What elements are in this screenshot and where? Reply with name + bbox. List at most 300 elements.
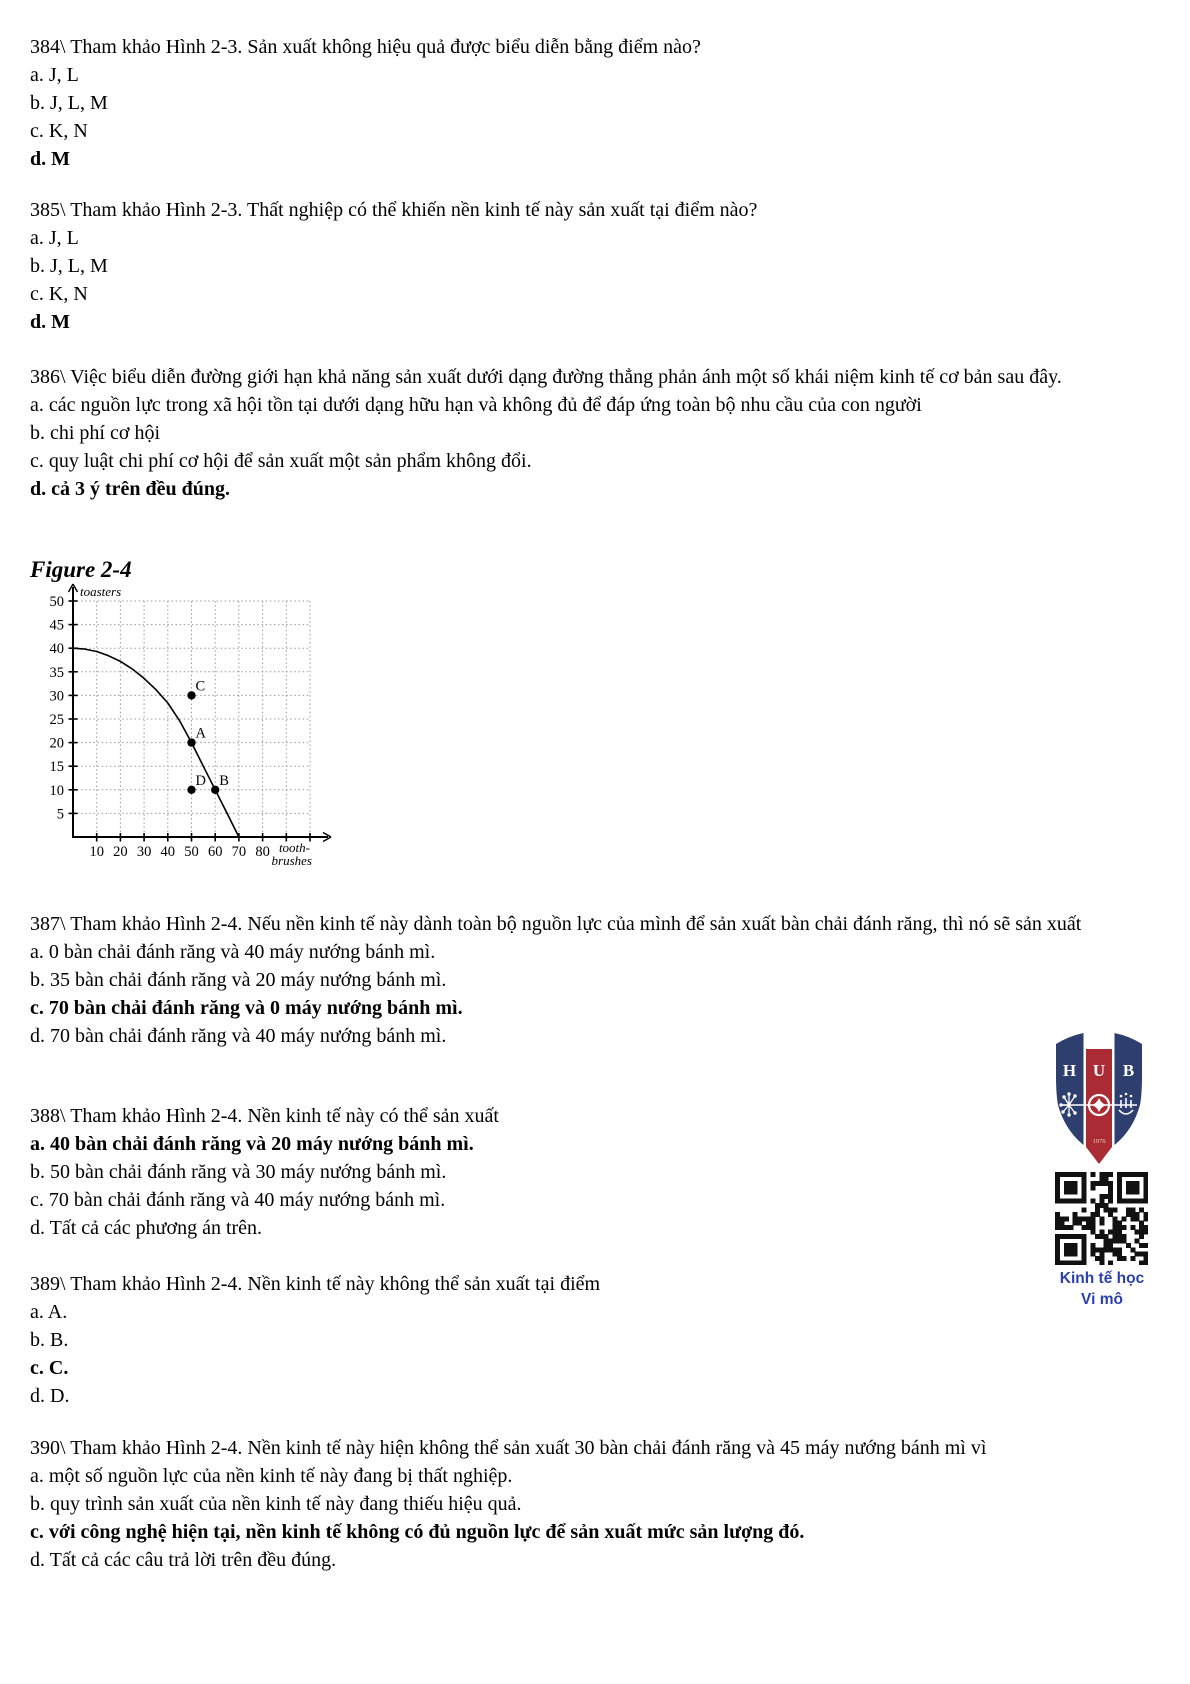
qr-caption	[1037, 1268, 1167, 1310]
qr-module	[1126, 1190, 1131, 1195]
y-tick-label: 15	[49, 759, 64, 776]
y-tick-label: 25	[49, 712, 64, 728]
y-tick-label: 35	[49, 664, 64, 681]
qr-module	[1144, 1261, 1148, 1265]
qr-module	[1073, 1234, 1078, 1239]
answer-option: b. J, L, M	[30, 92, 108, 114]
qr-module	[1095, 1256, 1100, 1261]
qr-module	[1108, 1212, 1113, 1217]
qr-module	[1130, 1181, 1135, 1186]
qr-caption-line1: Kinh tế học	[1059, 1270, 1145, 1287]
qr-module	[1055, 1199, 1060, 1204]
qr-module	[1082, 1216, 1087, 1221]
qr-module	[1064, 1216, 1069, 1221]
y-tick-label: 45	[49, 617, 64, 634]
qr-module	[1073, 1190, 1078, 1195]
qr-module	[1117, 1247, 1122, 1252]
qr-module	[1135, 1181, 1140, 1186]
answer-option: a. J, L	[30, 64, 79, 86]
data-point-label-A: A	[195, 725, 206, 742]
qr-module	[1135, 1172, 1140, 1177]
qr-module	[1108, 1238, 1113, 1243]
qr-module	[1108, 1199, 1113, 1204]
question-389	[30, 1270, 1168, 1410]
qr-module	[1059, 1172, 1064, 1177]
question-text: 384\ Tham khảo Hình 2-3. Sản xuất không hiệu quả được biểu diễn bằng điểm nào?	[30, 36, 701, 58]
qr-module	[1130, 1256, 1135, 1261]
qr-module	[1099, 1234, 1104, 1239]
qr-module	[1144, 1185, 1148, 1190]
qr-module	[1055, 1181, 1060, 1186]
answer-option: d. M	[30, 148, 70, 170]
qr-module	[1117, 1225, 1122, 1230]
x-tick-label: 70	[231, 844, 247, 860]
y-tick-label: 20	[49, 735, 64, 752]
qr-module	[1144, 1199, 1148, 1204]
qr-module	[1126, 1181, 1131, 1186]
qr-module	[1073, 1185, 1078, 1190]
qr-module	[1144, 1243, 1148, 1248]
qr-module	[1130, 1225, 1135, 1230]
qr-module	[1126, 1172, 1131, 1177]
logo-crown-dot	[1130, 1095, 1133, 1098]
qr-module	[1108, 1190, 1113, 1195]
qr-code-image	[1055, 1172, 1148, 1265]
qr-module	[1082, 1194, 1087, 1199]
qr-module	[1139, 1261, 1144, 1265]
qr-module	[1090, 1172, 1095, 1177]
question-text: 386\ Việc biểu diễn đường giới hạn khả năng sản xuất dưới dạng đường thẳng phản ánh một số khái niệm kinh tế cơ bản sau đây.	[30, 366, 1062, 388]
qr-module	[1064, 1190, 1069, 1195]
question-text: 390\ Tham khảo Hình 2-4. Nền kinh tế này hiện không thể sản xuất 30 bàn chải đánh răng và 45 máy nướng bánh mì vì	[30, 1437, 987, 1459]
qr-module	[1139, 1221, 1144, 1226]
answer-option: d. Tất cả các câu trả lời trên đều đúng.	[30, 1549, 337, 1571]
qr-module	[1104, 1194, 1109, 1199]
qr-module	[1090, 1247, 1095, 1252]
x-tick-label: 30	[136, 844, 152, 860]
qr-module	[1073, 1221, 1078, 1226]
qr-module	[1090, 1216, 1095, 1221]
answer-option: c. với công nghệ hiện tại, nền kinh tế không có đủ nguồn lực để sản xuất mức sản lượng đó.	[30, 1521, 805, 1543]
question-390	[30, 1434, 1168, 1574]
qr-module	[1068, 1234, 1073, 1239]
logo-network-node	[1061, 1110, 1064, 1113]
qr-module	[1055, 1216, 1060, 1221]
answer-option: d. cả 3 ý trên đều đúng.	[30, 478, 231, 500]
qr-module	[1064, 1247, 1069, 1252]
qr-module	[1104, 1172, 1109, 1177]
qr-module	[1099, 1261, 1104, 1265]
qr-module	[1082, 1238, 1087, 1243]
answer-option: b. chi phí cơ hội	[30, 422, 160, 444]
qr-module	[1064, 1234, 1069, 1239]
qr-module	[1055, 1256, 1060, 1261]
answer-option: d. M	[30, 311, 70, 333]
qr-module	[1135, 1230, 1140, 1235]
qr-module	[1055, 1234, 1060, 1239]
qr-module	[1121, 1225, 1126, 1230]
question-text: 389\ Tham khảo Hình 2-4. Nền kinh tế này không thể sản xuất tại điểm	[30, 1273, 601, 1295]
answer-option: c. K, N	[30, 283, 88, 305]
qr-module	[1104, 1243, 1109, 1248]
qr-module	[1130, 1247, 1135, 1252]
qr-module	[1135, 1252, 1140, 1257]
figure-title: Figure 2-4	[30, 557, 132, 582]
logo-network-node	[1067, 1092, 1070, 1095]
qr-module	[1113, 1234, 1118, 1239]
answer-option: b. B.	[30, 1329, 69, 1351]
qr-module	[1121, 1238, 1126, 1243]
qr-module	[1108, 1185, 1113, 1190]
qr-module	[1104, 1181, 1109, 1186]
qr-module	[1113, 1221, 1118, 1226]
qr-module	[1073, 1216, 1078, 1221]
answer-option: c. C.	[30, 1357, 69, 1379]
qr-module	[1135, 1185, 1140, 1190]
qr-module	[1082, 1247, 1087, 1252]
y-tick-label: 30	[49, 688, 64, 705]
qr-module	[1090, 1185, 1095, 1190]
qr-module	[1144, 1194, 1148, 1199]
answer-option: a. A.	[30, 1301, 68, 1323]
answer-option: b. 50 bàn chải đánh răng và 30 máy nướng bánh mì.	[30, 1161, 447, 1183]
qr-module	[1144, 1252, 1148, 1257]
answer-option: a. J, L	[30, 227, 79, 249]
x-tick-label: 20	[113, 844, 128, 860]
qr-module	[1117, 1221, 1122, 1226]
figure-chart	[40, 583, 340, 875]
qr-module	[1108, 1194, 1113, 1199]
qr-module	[1099, 1194, 1104, 1199]
qr-module	[1130, 1172, 1135, 1177]
qr-module	[1082, 1234, 1087, 1239]
y-axis-title: toasters	[80, 584, 122, 599]
qr-module	[1099, 1176, 1104, 1181]
qr-module	[1126, 1212, 1131, 1217]
question-text: 387\ Tham khảo Hình 2-4. Nếu nền kinh tế này dành toàn bộ nguồn lực của mình để sản xuất bàn chải đánh răng, thì nó sẽ sản xuất	[30, 913, 1082, 935]
qr-module	[1077, 1261, 1082, 1265]
qr-module	[1117, 1181, 1122, 1186]
qr-module	[1073, 1172, 1078, 1177]
qr-module	[1117, 1252, 1122, 1257]
answer-option: d. Tất cả các phương án trên.	[30, 1217, 263, 1239]
qr-module	[1095, 1247, 1100, 1252]
qr-module	[1073, 1243, 1078, 1248]
qr-module	[1108, 1247, 1113, 1252]
qr-module	[1144, 1181, 1148, 1186]
qr-module	[1077, 1221, 1082, 1226]
answer-option: d. 70 bàn chải đánh răng và 40 máy nướng bánh mì.	[30, 1025, 447, 1047]
qr-module	[1113, 1230, 1118, 1235]
question-386	[30, 363, 1168, 503]
answer-option: c. K, N	[30, 120, 88, 142]
qr-module	[1082, 1207, 1087, 1212]
logo-letter-h: H	[1062, 1061, 1077, 1080]
qr-module	[1108, 1181, 1113, 1186]
qr-module	[1135, 1216, 1140, 1221]
qr-module	[1095, 1203, 1100, 1208]
qr-module	[1108, 1230, 1113, 1235]
x-tick-label: 60	[207, 844, 223, 860]
qr-module	[1117, 1238, 1122, 1243]
qr-module	[1139, 1243, 1144, 1248]
qr-module	[1121, 1199, 1126, 1204]
y-tick-label: 50	[49, 594, 64, 610]
qr-module	[1117, 1199, 1122, 1204]
x-tick-label: 40	[160, 844, 176, 860]
qr-module	[1082, 1261, 1087, 1265]
qr-module	[1090, 1252, 1095, 1257]
qr-module	[1064, 1199, 1069, 1204]
qr-module	[1126, 1199, 1131, 1204]
qr-module	[1090, 1221, 1095, 1226]
data-point-label-C: C	[195, 678, 206, 695]
qr-module	[1099, 1247, 1104, 1252]
question-385	[30, 196, 1168, 336]
qr-module	[1068, 1172, 1073, 1177]
question-384	[30, 33, 1168, 173]
qr-module	[1055, 1194, 1060, 1199]
qr-module	[1090, 1243, 1095, 1248]
logo-letter-u: U	[1092, 1061, 1106, 1080]
qr-caption-line2: Vi mô	[1081, 1291, 1123, 1308]
qr-module	[1135, 1199, 1140, 1204]
qr-module	[1113, 1238, 1118, 1243]
qr-module	[1139, 1252, 1144, 1257]
answer-option: a. một số nguồn lực của nền kinh tế này đang bị thất nghiệp.	[30, 1465, 513, 1487]
qr-module	[1082, 1243, 1087, 1248]
qr-module	[1099, 1252, 1104, 1257]
qr-module	[1064, 1225, 1069, 1230]
qr-module	[1126, 1207, 1131, 1212]
qr-module	[1108, 1243, 1113, 1248]
qr-module	[1104, 1207, 1109, 1212]
qr-module	[1113, 1247, 1118, 1252]
answer-option: c. quy luật chi phí cơ hội để sản xuất một sản phẩm không đổi.	[30, 450, 532, 472]
qr-module	[1113, 1207, 1118, 1212]
qr-module	[1082, 1181, 1087, 1186]
answer-option: a. 0 bàn chải đánh răng và 40 máy nướng bánh mì.	[30, 941, 436, 963]
qr-module	[1104, 1247, 1109, 1252]
y-tick-label: 5	[56, 806, 64, 823]
qr-module	[1117, 1185, 1122, 1190]
qr-module	[1099, 1216, 1104, 1221]
qr-module	[1055, 1238, 1060, 1243]
qr-module	[1095, 1212, 1100, 1217]
qr-module	[1121, 1216, 1126, 1221]
qr-module	[1068, 1252, 1073, 1257]
qr-module	[1099, 1230, 1104, 1235]
qr-module	[1055, 1261, 1060, 1265]
qr-module	[1090, 1181, 1095, 1186]
qr-module	[1135, 1190, 1140, 1195]
qr-module	[1077, 1199, 1082, 1204]
qr-module	[1068, 1181, 1073, 1186]
data-point-B	[211, 786, 219, 794]
qr-code	[1055, 1172, 1148, 1265]
qr-module	[1139, 1172, 1144, 1177]
y-tick-label: 10	[49, 782, 64, 799]
qr-module	[1099, 1199, 1104, 1204]
qr-module	[1064, 1252, 1069, 1257]
qr-module	[1121, 1172, 1126, 1177]
qr-module	[1077, 1216, 1082, 1221]
qr-module	[1095, 1207, 1100, 1212]
logo-year: 1976	[1092, 1138, 1106, 1145]
qr-module	[1104, 1238, 1109, 1243]
qr-module	[1055, 1225, 1060, 1230]
qr-module	[1144, 1212, 1148, 1217]
logo-network-node	[1062, 1095, 1065, 1098]
qr-module	[1099, 1181, 1104, 1186]
qr-module	[1073, 1261, 1078, 1265]
qr-module	[1144, 1225, 1148, 1230]
qr-module	[1126, 1185, 1131, 1190]
qr-module	[1090, 1225, 1095, 1230]
qr-module	[1059, 1225, 1064, 1230]
qr-module	[1144, 1172, 1148, 1177]
qr-module	[1117, 1176, 1122, 1181]
qr-module	[1055, 1252, 1060, 1257]
qr-module	[1059, 1234, 1064, 1239]
qr-module	[1082, 1185, 1087, 1190]
qr-module	[1104, 1176, 1109, 1181]
qr-module	[1113, 1252, 1118, 1257]
qr-module	[1139, 1230, 1144, 1235]
qr-module	[1144, 1256, 1148, 1261]
qr-module	[1104, 1234, 1109, 1239]
logo-right-band	[1115, 1033, 1143, 1145]
qr-module	[1082, 1172, 1087, 1177]
qr-module	[1144, 1230, 1148, 1235]
qr-module	[1086, 1221, 1091, 1226]
x-tick-label: 10	[89, 844, 104, 860]
qr-module	[1130, 1190, 1135, 1195]
qr-module	[1139, 1225, 1144, 1230]
qr-module	[1064, 1172, 1069, 1177]
answer-option: b. J, L, M	[30, 255, 108, 277]
qr-module	[1082, 1256, 1087, 1261]
qr-module	[1144, 1216, 1148, 1221]
qr-module	[1082, 1225, 1087, 1230]
logo-network-node	[1067, 1113, 1070, 1116]
logo-letter-b: B	[1122, 1061, 1135, 1080]
answer-option: a. các nguồn lực trong xã hội tồn tại dưới dạng hữu hạn và không đủ để đáp ứng toàn bộ nhu cầu của con người	[30, 394, 922, 416]
data-point-label-D: D	[195, 772, 206, 789]
qr-module	[1055, 1185, 1060, 1190]
logo-network-node	[1059, 1103, 1062, 1106]
data-point-label-B: B	[219, 772, 229, 789]
qr-module	[1144, 1190, 1148, 1195]
logo-network-node	[1073, 1094, 1076, 1097]
qr-module	[1068, 1190, 1073, 1195]
logo-crown-dot	[1120, 1095, 1123, 1098]
question-388	[30, 1102, 1168, 1242]
qr-module	[1139, 1199, 1144, 1204]
qr-module	[1064, 1243, 1069, 1248]
hub-university-logo	[1053, 1030, 1145, 1166]
qr-module	[1139, 1207, 1144, 1212]
qr-module	[1064, 1181, 1069, 1186]
qr-module	[1108, 1261, 1113, 1265]
qr-module	[1121, 1256, 1126, 1261]
x-axis-title-line1: tooth-	[278, 840, 310, 855]
qr-module	[1099, 1256, 1104, 1261]
qr-module	[1126, 1243, 1131, 1248]
x-tick-label: 80	[255, 844, 270, 860]
qr-module	[1117, 1234, 1122, 1239]
y-tick-label: 40	[49, 641, 64, 658]
qr-module	[1059, 1261, 1064, 1265]
qr-module	[1117, 1256, 1122, 1261]
question-text: 385\ Tham khảo Hình 2-3. Thất nghiệp có thể khiến nền kinh tế này sản xuất tại điểm nào?	[30, 199, 758, 221]
qr-module	[1108, 1172, 1113, 1177]
qr-module	[1059, 1199, 1064, 1204]
answer-option: c. 70 bàn chải đánh răng và 0 máy nướng bánh mì.	[30, 997, 463, 1019]
data-point-D	[187, 786, 195, 794]
qr-module	[1068, 1225, 1073, 1230]
qr-module	[1077, 1172, 1082, 1177]
qr-module	[1059, 1221, 1064, 1226]
qr-module	[1090, 1212, 1095, 1217]
answer-option: d. D.	[30, 1385, 70, 1407]
qr-module	[1117, 1172, 1122, 1177]
logo-network-node	[1073, 1111, 1076, 1114]
qr-module	[1073, 1247, 1078, 1252]
qr-module	[1090, 1230, 1095, 1235]
qr-module	[1064, 1185, 1069, 1190]
qr-module	[1068, 1243, 1073, 1248]
qr-module	[1135, 1212, 1140, 1217]
qr-module	[1073, 1212, 1078, 1217]
answer-option: a. 40 bàn chải đánh răng và 20 máy nướng bánh mì.	[30, 1133, 474, 1155]
qr-module	[1068, 1185, 1073, 1190]
data-point-C	[187, 691, 195, 699]
question-text: 388\ Tham khảo Hình 2-4. Nền kinh tế này có thể sản xuất	[30, 1105, 499, 1127]
qr-module	[1135, 1238, 1140, 1243]
qr-module	[1130, 1199, 1135, 1204]
qr-module	[1090, 1199, 1095, 1204]
qr-module	[1068, 1199, 1073, 1204]
qr-module	[1113, 1225, 1118, 1230]
data-point-A	[187, 738, 195, 746]
qr-module	[1130, 1207, 1135, 1212]
answer-option: b. quy trình sản xuất của nền kinh tế này đang thiếu hiệu quả.	[30, 1493, 522, 1515]
qr-module	[1108, 1207, 1113, 1212]
logo-crown-dot	[1125, 1093, 1128, 1096]
qr-module	[1121, 1234, 1126, 1239]
qr-module	[1130, 1185, 1135, 1190]
qr-module	[1068, 1247, 1073, 1252]
qr-module	[1055, 1212, 1060, 1217]
qr-module	[1099, 1203, 1104, 1208]
answer-option: b. 35 bàn chải đánh răng và 20 máy nướng bánh mì.	[30, 969, 447, 991]
qr-module	[1082, 1190, 1087, 1195]
qr-module	[1130, 1216, 1135, 1221]
qr-module	[1059, 1216, 1064, 1221]
qr-module	[1055, 1221, 1060, 1226]
qr-module	[1055, 1247, 1060, 1252]
qr-module	[1099, 1172, 1104, 1177]
qr-module	[1055, 1176, 1060, 1181]
x-tick-label: 50	[184, 844, 199, 860]
ppf-chart	[40, 583, 340, 875]
qr-module	[1055, 1190, 1060, 1195]
logo-left-band	[1056, 1033, 1084, 1145]
qr-module	[1055, 1172, 1060, 1177]
qr-module	[1130, 1212, 1135, 1217]
qr-module	[1117, 1230, 1122, 1235]
